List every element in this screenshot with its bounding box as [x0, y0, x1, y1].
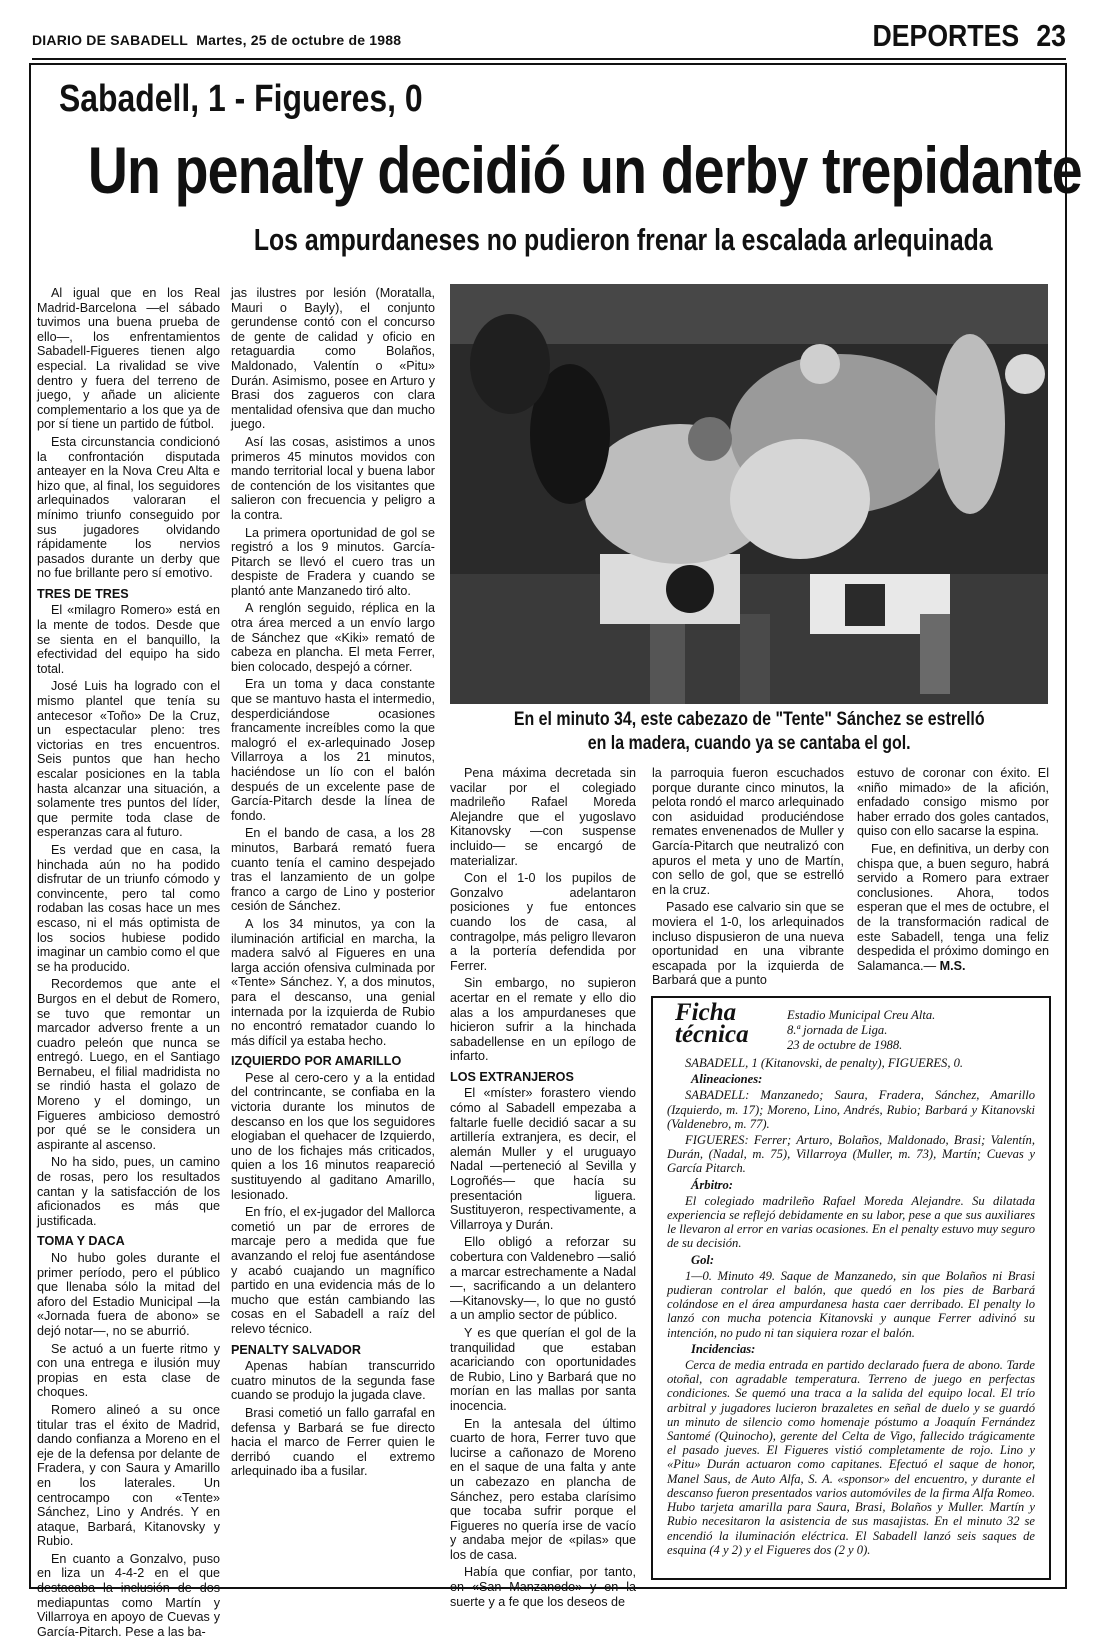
- ficha-stadium: Estadio Municipal Creu Alta.: [787, 1008, 936, 1022]
- ficha-lineup-figueres: FIGUERES: Ferrer; Arturo, Bolaños, Maldonado, Brasi; Valentín, Durán, (Nadal, m. 75), Villarroya (Muller, m. 73), Martín; Cuevas y García Pitarch.: [667, 1133, 1035, 1176]
- section-heading-los-extranjeros: LOS EXTRANJEROS: [450, 1069, 574, 1084]
- ficha-incidents: Cerca de media entrada en partido declarado fuera de abono. Tarde otoñal, con agradable temperatura. Terreno de juego en perfectas condiciones. Se quemó una traca a la salida del equipo local. El trío arbitral y jugadores lucieron brazaletes en señal de duelo y se guardó un minuto de silencio como homenaje póstumo a Joaquín Fernández Santomé (Quinocho), gerente del Celta de Vigo, fallecido trágicamente el pasado jueves. El Figueres vistió completamente de rojo. Lino y «Pitu» Durán actuaron como capitanes. Efectuó el saque de honor, Manel Saus, de Auto Alfa, S. A. «sponsor» del encuentro, y durante el descanso fueron presentados varios automóviles de la firma Alfa Romeo. Hubo tarjeta amarilla para Saura, Brasi, Bolaños y Muller. Martín y Rubio necesitaron la asistencia de sus masajistas. En el minuto 32 se encendió la iluminación eléctrica. El Sabadell lanzó seis saques de esquina (4 y 2) y el Figueres dos (2 y 0).: [667, 1358, 1035, 1557]
- paragraph: Se actuó a un fuerte ritmo y con una entrega e ilusión muy propias en esta clase de choques.: [37, 1341, 220, 1400]
- masthead-paper-date: [32, 32, 401, 48]
- paragraph: Esta circunstancia condicionó la confrontación disputada anteayer en la Nova Creu Alta e hizo que, al final, los seguidores arlequinados valoraran el mínimo triunfo conseguido por sus jugadores olvidando rápidamente los nervios pasados durante un derby que no fue brillante pero sí emotivo.: [37, 434, 220, 581]
- section-label: [872, 18, 1066, 54]
- paragraph: jas ilustres por lesión (Moratalla, Mauri o Bayly), el conjunto gerundense contó con el concurso de gente de calidad y oficio en retaguardia como Bolaños, Maldonado, Valentín o «Pitu» Durán. Asimismo, posee en Arturo y Brasi dos zagueros con clara mentalidad ofensiva que dan mucho juego.: [231, 286, 435, 432]
- article-column-2: [231, 286, 435, 1576]
- paragraph: La primera oportunidad de gol se registró a los 9 minutos. García-Pitarch se llevó el cuero tras un despiste de Fradera y cuando se plantó ante Manzanedo tiró alto.: [231, 525, 435, 598]
- ficha-body: [667, 1056, 1035, 1559]
- article-column-3: [450, 766, 636, 1609]
- paragraph: En la antesala del último cuarto de hora, Ferrer tuvo que lucirse a cañonazo de Moreno en el saque de una falta y ante un cabezazo en plancha de Sánchez, pero estaba clarísimo que tocaba sufrir porque el Figueres no quería irse de vacío y andaba mejor de «pilas» que los de casa.: [450, 1416, 636, 1562]
- article-headline: Un penalty decidió un derby trepidante: [87, 133, 1082, 207]
- caption-line-2: en la madera, cuando ya se cantaba el gol.: [587, 733, 911, 754]
- paragraph: Y es que querían el gol de la tranquilidad que estaban acariciando con oportunidades de Rubio, Lino y Barbará que no morían en las mallas por santa inocencia.: [450, 1325, 636, 1413]
- paragraph: En frío, el ex-jugador del Mallorca cometió un par de errores de marcaje pero a medida que fue avanzando el reloj fue asentándose y acabó cuajando un magnífico partido en una evidencia más de lo mucho que están cambiando las cosas en el Sabadell a raíz del relevo técnico.: [231, 1205, 435, 1336]
- paragraph: estuvo de coronar con éxito. El «niño mimado» de la afición, enfadado consigo mismo por haber errado dos goles cantados, quiso con ello sacarse la espina.: [857, 766, 1049, 839]
- paragraph: Brasi cometió un fallo garrafal en defensa y Barbará se fue directo hacia el marco de Ferrer quien le derribó cuando el extremo arlequinado iba a fusilar.: [231, 1405, 435, 1479]
- paragraph: Apenas habían transcurrido cuatro minutos de la segunda fase cuando se produjo la jugada clave.: [231, 1359, 435, 1403]
- ficha-label-arbitro: Árbitro:: [691, 1177, 733, 1192]
- paragraph: Había que confiar, por tanto, en «San Manzanedo» y en la suerte y a fe que los deseos de: [450, 1565, 636, 1609]
- paragraph: la parroquia fueron escuchados porque durante cinco minutos, la pelota rondó el marco arlequinado con asiduidad produciéndose remates envenenados de Muller y García-Pitarch que neutralizó con apuros el meta y uno de Martín, con sello de gol, que se estrelló en la cruz.: [652, 766, 844, 897]
- ficha-title-line-2: técnica: [675, 1021, 749, 1048]
- paragraph: No ha sido, pues, un camino de rosas, pero los resultados cantan y la satisfacción de los aficionados es más que justificada.: [37, 1155, 220, 1228]
- photo-illustration: [450, 284, 1048, 704]
- author-signature: M.S.: [939, 958, 966, 973]
- paragraph: Sin embargo, no supieron acertar en el remate y ello dio alas a los ampurdaneses que hicieron sufrir a la hinchada sabadellense en un epílogo de infarto.: [450, 976, 636, 1064]
- ficha-title-line-1: Ficha: [675, 999, 737, 1026]
- section-heading-izquierdo: IZQUIERDO POR AMARILLO: [231, 1054, 402, 1069]
- paragraph: Era un toma y daca constante que se mantuvo hasta el intermedio, desperdiciándose ocasiones francamente increíbles como la que malogró el ex-arlequinado Josep Villarroya a los 21 minutos, haciéndose un lío con el balón después de un excelente pase de García-Pitarch desde la línea de fondo.: [231, 677, 435, 823]
- ficha-result: SABADELL, 1 (Kitanovski, de penalty), FIGUERES, 0.: [685, 1056, 964, 1070]
- paragraph: Con el 1-0 los pupilos de Gonzalvo adelantaron posiciones y fue entonces cuando los de casa, al contragolpe, más peligro llevaron a la portería defendida por Ferrer.: [450, 871, 636, 973]
- paragraph: A los 34 minutos, ya con la iluminación artificial en marcha, la madera salvó al Figueres en una larga acción ofensiva culminada por «Tente» Sánchez. Y, a dos minutos, para el descanso, una genial internada por la izquierda de Rubio no encontró rematador cuando lo más difícil ya estaba hecho.: [231, 916, 435, 1048]
- paragraph: Pasado ese calvario sin que se moviera el 1-0, los arlequinados incluso dispusieron de una nueva oportunidad en una vibrante escapada por la izquierda de Barbará que a punto: [652, 900, 844, 988]
- section-heading-toma-y-daca: TOMA Y DACA: [37, 1234, 125, 1249]
- article-column-5: [857, 766, 1049, 973]
- ficha-goal: 1—0. Minuto 49. Saque de Manzanedo, sin que Bolaños ni Brasi pudieran controlar el balón, que quedó en los pies de Barbará colándose en el área ampurdanesa hasta caer derribado. El penalty lo lanzó con mucha potencia Kitanovski y aunque Ferrer adivinó su intención, no pudo ni tan siquiera rozar el balón.: [667, 1268, 1035, 1340]
- ficha-title: [675, 999, 749, 1048]
- page-number: 23: [1036, 18, 1066, 53]
- section-heading-penalty-salvador: PENALTY SALVADOR: [231, 1342, 361, 1357]
- ficha-meta: [787, 1008, 1037, 1053]
- caption-line-1: En el minuto 34, este cabezazo de "Tente" Sánchez se estrelló: [513, 709, 985, 730]
- ficha-date: 23 de octubre de 1988.: [787, 1038, 903, 1052]
- paragraph: El «míster» forastero viendo cómo al Sabadell empezaba a faltarle fuelle decidió sacar a su artillería extranjera, es decir, el alemán Muller y el uruguayo Nadal —perteneció al Sevilla y Logroñés— que hacía su presentación liguera. Sustituyeron, respectivamente, a Villarroya y Durán.: [450, 1086, 636, 1232]
- paragraph: Ello obligó a reforzar su cobertura con Valdenebro —salió a marcar estrechamente a Nadal—, sacrificando a un delantero —Kitanovsky—, lo que no gustó a un amplio sector de público.: [450, 1235, 636, 1323]
- technical-sheet-box: [651, 996, 1051, 1580]
- ficha-lineup-sabadell: SABADELL: Manzanedo; Saura, Fradera, Sánchez, Amarillo (Izquierdo, m. 17); Moreno, Lino, Andrés, Rubio; Barbará y Kitanovski (Valdenebro, m. 77).: [667, 1088, 1035, 1131]
- paper-name: DIARIO DE SABADELL: [32, 32, 189, 48]
- section-heading-tres-de-tres: TRES DE TRES: [37, 586, 129, 601]
- paragraph-text: Fue, en definitiva, un derby con chispa que, a buen seguro, habrá servido a Romero para extraer conclusiones. Ahora, todos esperan que el mes de octubre, el de la transformación radical de este Sabadell, tenga una feliz despedida el próximo domingo en Salamanca.—: [857, 841, 1049, 973]
- paragraph: No hubo goles durante el primer período, pero el público que llenaba sólo la mitad del aforo del Estadio Municipal —la «Jornada fuera de abono» se dejó notar—, no se aburrió.: [37, 1251, 220, 1338]
- photo-caption: [450, 708, 1048, 756]
- paragraph: Al igual que en los Real Madrid-Barcelona —el sábado tuvimos una buena prueba de ello—, los enfrentamientos Sabadell-Figueres tienen algo especial. La rivalidad se vive dentro y fuera del terreno de juego, y añade un aliciente complementario a los que ya de por sí tiene un partido de fútbol.: [37, 286, 220, 432]
- article-kicker: Sabadell, 1 - Figueres, 0: [59, 78, 423, 120]
- ficha-round: 8.ª jornada de Liga.: [787, 1023, 888, 1037]
- ficha-referee: El colegiado madrileño Rafael Moreda Alejandre. Su dilatada experiencia se reflejó debidamente en su labor, pese a que sus auxiliares le llevaron al error en varias ocasiones. En el penalty estuvo muy seguro de su decisión.: [667, 1193, 1035, 1251]
- ficha-label-gol: Gol:: [691, 1252, 715, 1267]
- paragraph: Es verdad que en casa, la hinchada aún no ha podido disfrutar de un triunfo cómodo y convincente, pero tal como rodaban las cosas hace un mes escaso, ni el más optimista de los socios hubiese podido imaginar un cambio como el que se ha producido.: [37, 842, 220, 974]
- ficha-label-alineaciones: Alineaciones:: [691, 1072, 763, 1087]
- masthead: [32, 18, 1066, 60]
- paragraph: En el bando de casa, a los 28 minutos, Barbará remató fuera cuanto tenía el camino despejado tras el lanzamiento de un golpe franco a cargo de Lino y posterior cesión de Sánchez.: [231, 826, 435, 914]
- paragraph: José Luis ha logrado con el mismo plantel que tenía su antecesor «Toño» De la Cruz, un espectacular pleno: tres victorias en tres encuentros. Seis puntos que han hecho escalar posiciones en la tabla hasta alcanzar una situación, a solamente tres puntos del líder, que permite toda clase de esperanzas cara al futuro.: [37, 679, 220, 840]
- paragraph: Pena máxima decretada sin vacilar por el colegiado madrileño Rafael Moreda Alejandre que el yugoslavo Kitanovsky —con suspense incluido— se encargó de materializar.: [450, 766, 636, 868]
- paragraph: A renglón seguido, réplica en la otra área merced a un envío largo de Sánchez que «Kiki» remató de cabeza en plancha. El meta Ferrer, bien colocado, despejó a córner.: [231, 601, 435, 674]
- paragraph: Así las cosas, asistimos a unos primeros 45 minutos movidos con mando territorial local y buena labor de contención de los visitantes que salieron con frecuencia y peligro a la contra.: [231, 434, 435, 522]
- paragraph: El «milagro Romero» está en la mente de todos. Desde que se sienta en el banquillo, la efectividad del equipo ha sido total.: [37, 603, 220, 676]
- article-column-4: [652, 766, 844, 988]
- paragraph: En cuanto a Gonzalvo, puso en liza un 4-4-2 en el que destacaba la inclusión de dos mediapuntas como Martín y Villarroya en apoyo de Cuevas y García-Pitarch. Pese a las ba-: [37, 1551, 220, 1639]
- paragraph: Recordemos que ante el Burgos en el debut de Romero, se tuvo que remontar un marcador adverso frente a un cuadro peleón que nunca se entregó. Luego, en el Santiago Bernabeu, el filial madridista no se rindió hasta el golazo de Moreno y el domingo, un Figueres ambicioso demostró por qué se le considera un aspirante al ascenso.: [37, 977, 220, 1152]
- match-photo: [450, 284, 1048, 704]
- article-subhead: Los ampurdaneses no pudieron frenar la escalada arlequinada: [253, 222, 993, 257]
- ficha-label-incidencias: Incidencias:: [691, 1341, 756, 1356]
- article-column-1: [37, 286, 220, 1639]
- paragraph: Romero alineó a su once titular tras el éxito de Madrid, dando confianza a Moreno en el eje de la defensa por delante de Fradera, y con Saura y Amarillo en los laterales. Un centrocampo con «Tente» Sánchez, Lino y Andrés. Y en ataque, Barbará, Kitanovsky y Rubio.: [37, 1402, 220, 1549]
- paragraph: Pese al cero-cero y a la entidad del contrincante, se confiaba en la victoria durante los minutos de descanso en los que los seguidores elogiaban el quehacer de Izquierdo, uno de los fichajes más criticados, quien a los 16 minutos reapareció sustituyendo al gaditano Amarillo, lesionado.: [231, 1070, 435, 1202]
- paragraph: [857, 842, 1049, 973]
- issue-date: Martes, 25 de octubre de 1988: [196, 32, 402, 48]
- section-name: DEPORTES: [872, 18, 1020, 53]
